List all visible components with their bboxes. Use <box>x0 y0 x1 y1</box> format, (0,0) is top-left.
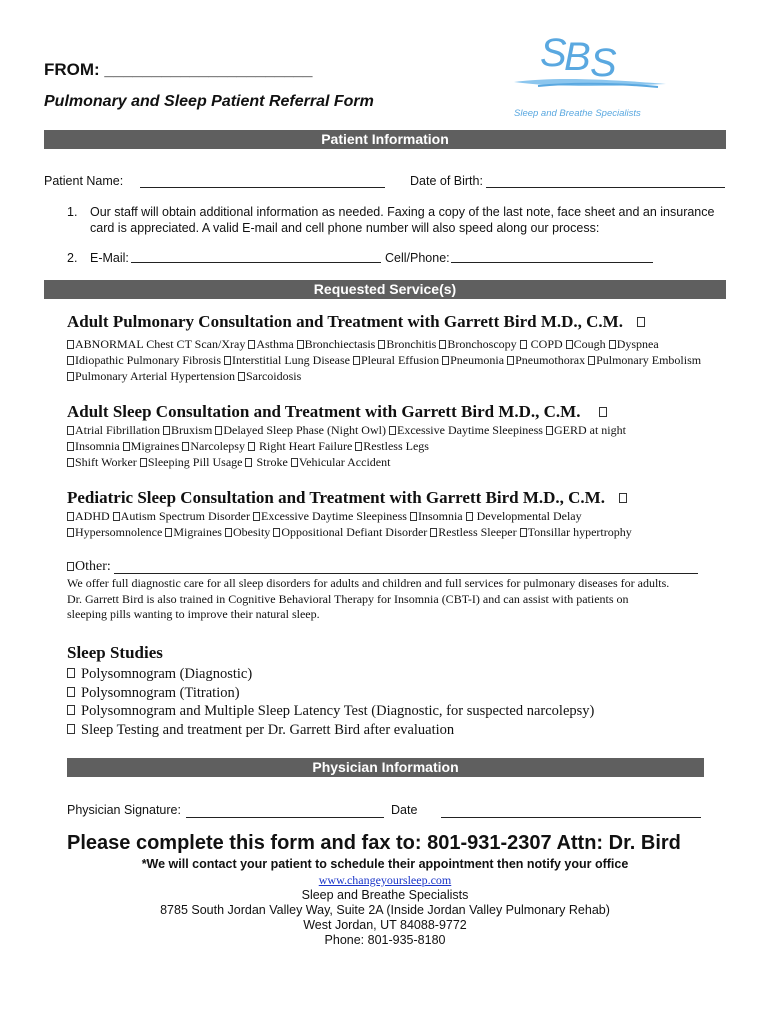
pediatric-sleep-line-1 <box>67 508 707 524</box>
adult-pulmonary-line-2 <box>67 352 707 384</box>
option-developmental-delay[interactable]: Developmental Delay <box>466 509 582 523</box>
option-sarcoidosis[interactable]: Sarcoidosis <box>238 369 301 383</box>
option-right-heart-failure[interactable]: Right Heart Failure <box>248 439 352 453</box>
study-item-psg-titration[interactable]: Polysomnogram (Titration) <box>67 684 727 703</box>
option-peds-migraines[interactable]: Migraines <box>165 525 222 539</box>
pediatric-sleep-title <box>67 488 627 508</box>
option-bronchiectasis[interactable]: Bronchiectasis <box>297 337 376 351</box>
patient-name-label: Patient Name: <box>44 174 124 188</box>
option-narcolepsy[interactable]: Narcolepsy <box>182 439 245 453</box>
section-header-physician: Physician Information <box>67 758 704 777</box>
option-pah[interactable]: Pulmonary Arterial Hypertension <box>67 369 235 383</box>
from-field[interactable]: FROM: ______________________ <box>44 60 313 79</box>
cell-field[interactable] <box>451 262 653 263</box>
option-asthma[interactable]: Asthma <box>248 337 293 351</box>
study-item-psg-diagnostic[interactable]: Polysomnogram (Diagnostic) <box>67 665 727 684</box>
option-cough[interactable]: Cough <box>566 337 606 351</box>
email-field[interactable] <box>131 262 381 263</box>
instruction-1-line-2: card is appreciated. A valid E-mail and cell phone number will also speed along our process: <box>90 221 600 235</box>
sleep-studies-title: Sleep Studies <box>67 643 163 662</box>
option-bruxism[interactable]: Bruxism <box>163 423 212 437</box>
option-tonsillar-hypertrophy[interactable]: Tonsillar hypertrophy <box>520 525 632 539</box>
adult-sleep-line-3 <box>67 454 707 470</box>
option-afib[interactable]: Atrial Fibrillation <box>67 423 160 437</box>
company-phone: Phone: 801-935-8180 <box>324 933 446 947</box>
other-option[interactable] <box>67 559 111 575</box>
services-note-line-1: We offer full diagnostic care for all sleep disorders for adults and children and full services for pulmonary diseases for adults. <box>67 576 670 590</box>
option-stroke[interactable]: Stroke <box>245 455 287 469</box>
adult-pulmonary-title <box>67 312 645 332</box>
services-note-line-3: sleeping pills wanting to improve their natural sleep. <box>67 607 320 621</box>
sbs-logo <box>508 24 678 124</box>
option-sleeping-pill[interactable]: Sleeping Pill Usage <box>140 455 243 469</box>
option-copd[interactable]: COPD <box>520 337 563 351</box>
option-obesity[interactable]: Obesity <box>225 525 270 539</box>
option-pulmonary-embolism[interactable]: Pulmonary Embolism <box>588 353 701 367</box>
study-item-per-dr-bird[interactable]: Sleep Testing and treatment per Dr. Garrett Bird after evaluation <box>67 721 727 740</box>
form-title: Pulmonary and Sleep Patient Referral Form <box>44 93 374 110</box>
signature-field[interactable] <box>186 817 384 818</box>
option-gerd[interactable]: GERD at night <box>546 423 626 437</box>
adult-sleep-line-2 <box>67 438 707 454</box>
svg-text:S: S <box>590 41 617 85</box>
section-header-services: Requested Service(s) <box>44 280 726 299</box>
website-row <box>0 873 770 888</box>
instruction-number-2: 2. <box>67 251 78 265</box>
fax-instruction: Please complete this form and fax to: 801-931-2307 Attn: Dr. Bird <box>67 832 681 854</box>
option-pleural-effusion[interactable]: Pleural Effusion <box>353 353 439 367</box>
signature-label: Physician Signature: <box>67 803 181 817</box>
option-dyspnea[interactable]: Dyspnea <box>609 337 659 351</box>
dob-label: Date of Birth: <box>410 174 483 188</box>
services-note <box>67 576 727 623</box>
option-ild[interactable]: Interstitial Lung Disease <box>224 353 350 367</box>
cell-label: Cell/Phone: <box>385 251 450 265</box>
adult-sleep-title-text: Adult Sleep Consultation and Treatment with Garrett Bird M.D., C.M. <box>67 402 581 421</box>
option-pneumonia[interactable]: Pneumonia <box>442 353 504 367</box>
adult-sleep-line-1 <box>67 422 707 438</box>
option-insomnia[interactable]: Insomnia <box>67 439 120 453</box>
dob-field[interactable] <box>486 187 725 188</box>
option-delayed-sleep-phase[interactable]: Delayed Sleep Phase (Night Owl) <box>215 423 386 437</box>
adult-pulmonary-line-1 <box>67 336 707 352</box>
sleep-studies-list <box>67 665 727 739</box>
other-label: Other: <box>75 559 111 574</box>
website-link[interactable]: www.changeyoursleep.com <box>318 873 452 887</box>
adult-pulmonary-checkbox[interactable] <box>637 317 645 327</box>
date-field[interactable] <box>441 817 701 818</box>
pediatric-sleep-line-2 <box>67 524 707 540</box>
svg-text:B: B <box>564 35 591 79</box>
company-address: 8785 South Jordan Valley Way, Suite 2A (Inside Jordan Valley Pulmonary Rehab) <box>160 903 610 917</box>
patient-name-field[interactable] <box>140 187 385 188</box>
option-bronchoscopy[interactable]: Bronchoscopy <box>439 337 516 351</box>
email-label: E-Mail: <box>90 251 129 265</box>
pediatric-sleep-title-text: Pediatric Sleep Consultation and Treatment with Garrett Bird M.D., C.M. <box>67 488 605 507</box>
instruction-number-1: 1. <box>67 205 78 219</box>
contact-note: *We will contact your patient to schedule their appointment then notify your office <box>141 857 629 871</box>
adult-sleep-checkbox[interactable] <box>599 407 607 417</box>
option-eds[interactable]: Excessive Daytime Sleepiness <box>389 423 543 437</box>
study-item-psg-mslt[interactable]: Polysomnogram and Multiple Sleep Latency Test (Diagnostic, for suspected narcolepsy) <box>67 702 727 721</box>
pediatric-sleep-list <box>67 508 707 540</box>
option-hypersomnolence[interactable]: Hypersomnolence <box>67 525 162 539</box>
option-shift-worker[interactable]: Shift Worker <box>67 455 137 469</box>
company-city: West Jordan, UT 84088-9772 <box>303 918 467 932</box>
other-field[interactable] <box>114 573 698 574</box>
option-bronchitis[interactable]: Bronchitis <box>378 337 436 351</box>
adult-sleep-list <box>67 422 707 470</box>
logo-tagline: Sleep and Breathe Specialists <box>514 108 641 119</box>
adult-sleep-title <box>67 402 607 422</box>
instruction-1 <box>90 204 730 236</box>
adult-pulmonary-list <box>67 336 707 384</box>
date-label: Date <box>391 803 418 817</box>
pediatric-sleep-checkbox[interactable] <box>619 493 627 503</box>
instruction-1-line-1: Our staff will obtain additional information as needed. Faxing a copy of the last note, face sheet and an insurance <box>90 205 715 219</box>
option-ipf[interactable]: Idiopathic Pulmonary Fibrosis <box>67 353 221 367</box>
option-pneumothorax[interactable]: Pneumothorax <box>507 353 585 367</box>
other-checkbox[interactable] <box>67 562 74 571</box>
option-vehicular-accident[interactable]: Vehicular Accident <box>291 455 391 469</box>
option-abnormal-ct[interactable]: ABNORMAL Chest CT Scan/Xray <box>67 337 245 351</box>
option-peds-insomnia[interactable]: Insomnia <box>410 509 463 523</box>
logo-mark: S <box>540 31 567 75</box>
option-autism[interactable]: Autism Spectrum Disorder <box>113 509 250 523</box>
company-name: Sleep and Breathe Specialists <box>301 888 469 902</box>
services-note-line-2: Dr. Garrett Bird is also trained in Cognitive Behavioral Therapy for Insomnia (CBT-I) and can assist with patients on <box>67 591 629 606</box>
option-restless-sleeper[interactable]: Restless Sleeper <box>430 525 516 539</box>
option-adhd[interactable]: ADHD <box>67 509 110 523</box>
section-header-patient: Patient Information <box>44 130 726 149</box>
option-odd[interactable]: Oppositional Defiant Disorder <box>273 525 427 539</box>
option-restless-legs[interactable]: Restless Legs <box>355 439 429 453</box>
adult-pulmonary-title-text: Adult Pulmonary Consultation and Treatment with Garrett Bird M.D., C.M. <box>67 312 623 331</box>
option-migraines[interactable]: Migraines <box>123 439 180 453</box>
option-peds-eds[interactable]: Excessive Daytime Sleepiness <box>253 509 407 523</box>
